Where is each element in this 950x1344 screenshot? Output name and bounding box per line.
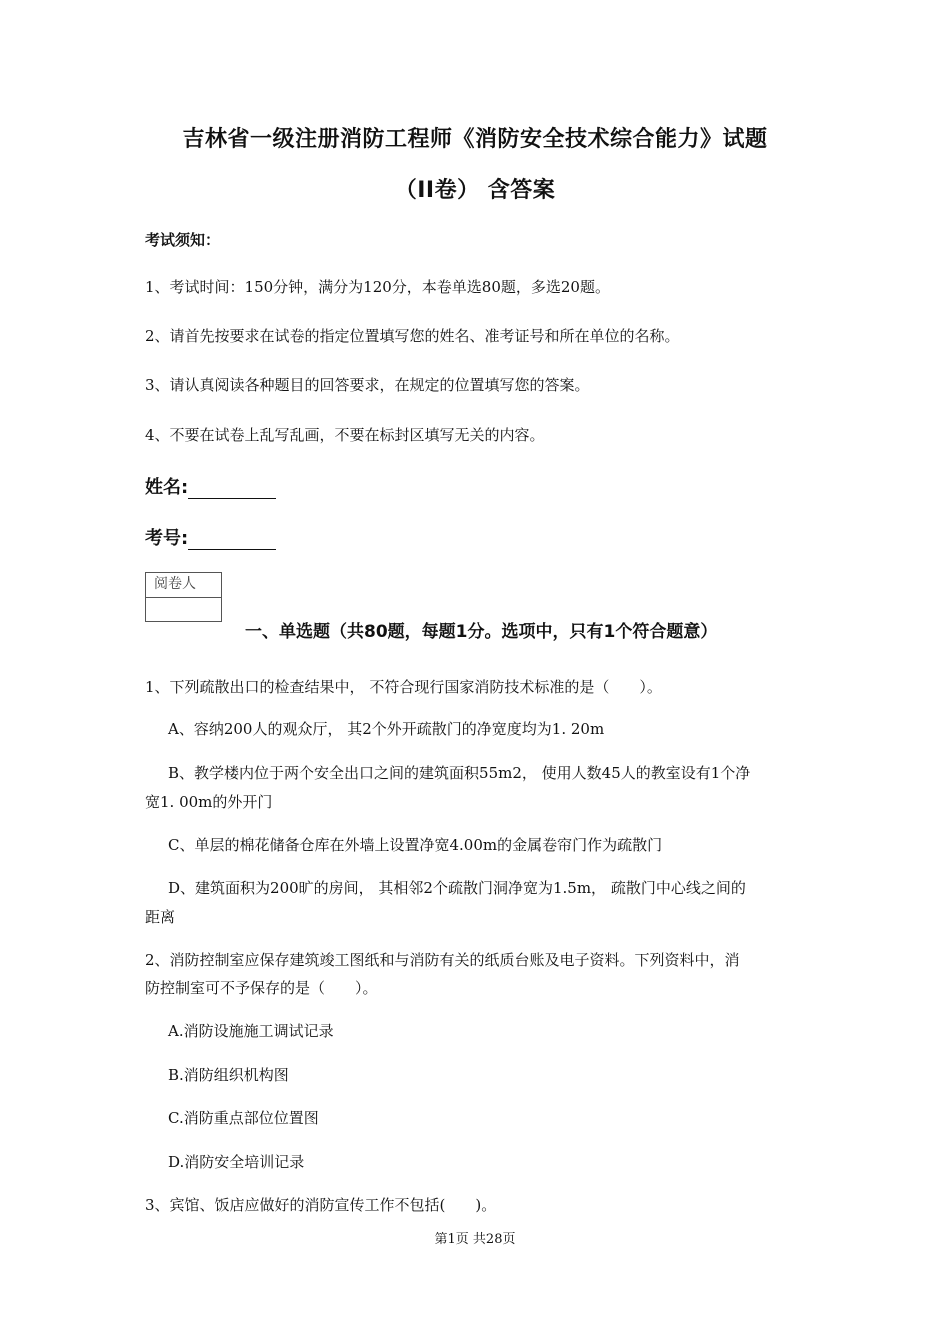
page-footer: 第1页 共28页 xyxy=(434,1232,516,1247)
notice-heading: 考试须知： xyxy=(145,231,221,249)
question-2-option-a: A.消防设施施工调试记录 xyxy=(168,1022,334,1040)
exam-number-blank[interactable] xyxy=(188,531,276,550)
question-1-option-a: A、容纳200人的观众厅， 其2个外开疏散门的净宽度均为1. 20m xyxy=(168,720,605,738)
question-2-option-b: B.消防组织机构图 xyxy=(168,1066,289,1084)
notice-item-4: 4、不要在试卷上乱写乱画，不要在标封区填写无关的内容。 xyxy=(145,426,545,444)
document-title-line2: （II卷） 含答案 xyxy=(394,178,556,203)
grader-label: 阅卷人 xyxy=(146,573,221,598)
notice-item-3: 3、请认真阅读各种题目的回答要求，在规定的位置填写您的答案。 xyxy=(145,376,590,394)
question-1-option-c: C、单层的棉花储备仓库在外墙上设置净宽4.00m的金属卷帘门作为疏散门 xyxy=(168,836,663,854)
question-1-stem: 1、下列疏散出口的检查结果中， 不符合现行国家消防技术标准的是（ ）。 xyxy=(145,678,662,696)
question-2-stem-line2: 防控制室可不予保存的是（ ）。 xyxy=(145,979,378,997)
notice-item-2: 2、请首先按要求在试卷的指定位置填写您的姓名、准考证号和所在单位的名称。 xyxy=(145,327,680,345)
name-label: 姓名: xyxy=(145,477,189,498)
grader-box xyxy=(145,572,222,622)
section-title: 一、单选题（共80题，每题1分。选项中，只有1个符合题意） xyxy=(245,622,718,642)
notice-item-1: 1、考试时间：150分钟，满分为120分，本卷单选80题，多选20题。 xyxy=(145,278,610,296)
question-3-stem: 3、宾馆、饭店应做好的消防宣传工作不包括( )。 xyxy=(145,1196,497,1214)
exam-number-label: 考号: xyxy=(145,528,189,549)
question-2-stem-line1: 2、消防控制室应保存建筑竣工图纸和与消防有关的纸质台账及电子资料。下列资料中，消 xyxy=(145,951,740,969)
name-field[interactable] xyxy=(145,473,276,499)
document-title-line1: 吉林省一级注册消防工程师《消防安全技术综合能力》试题 xyxy=(182,127,768,152)
question-1-option-d: D、建筑面积为200旷的房间， 其相邻2个疏散门洞净宽为1.5m， 疏散门中心线之间的 xyxy=(168,879,746,897)
exam-number-field[interactable] xyxy=(145,524,276,550)
question-2-option-d: D.消防安全培训记录 xyxy=(168,1153,305,1171)
question-1-option-b: B、教学楼内位于两个安全出口之间的建筑面积55m2， 使用人数45人的教室设有1个净 xyxy=(168,764,751,782)
question-1-option-d-cont: 距离 xyxy=(145,908,176,926)
question-1-option-b-cont: 宽1. 00m的外开门 xyxy=(145,793,273,811)
question-2-option-c: C.消防重点部位位置图 xyxy=(168,1109,319,1127)
name-blank[interactable] xyxy=(188,480,276,499)
